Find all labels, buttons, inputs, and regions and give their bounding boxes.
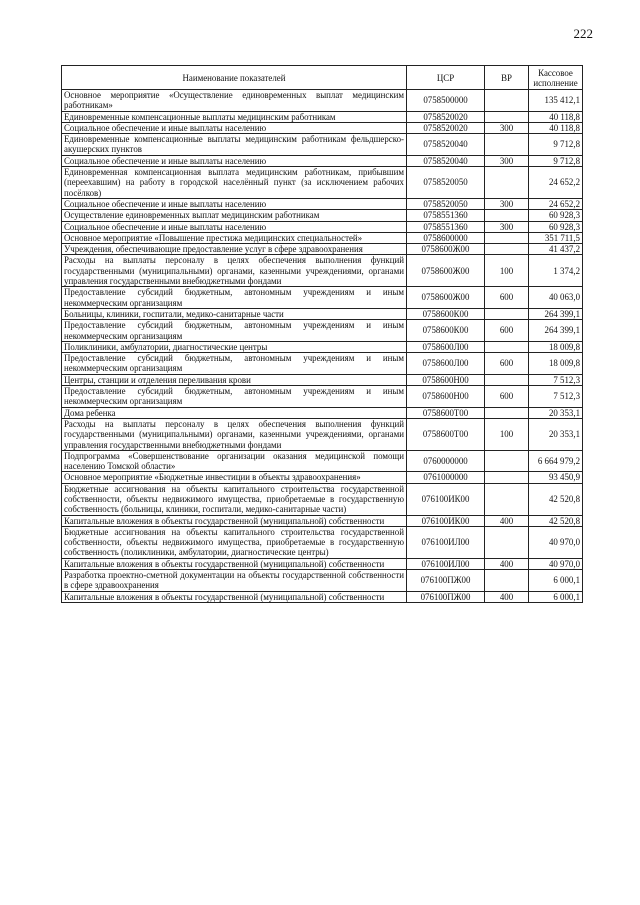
cell-name: Расходы на выплаты персоналу в целях обеспечения выполнения функций государственными (муниципальными) органами, казенными учреждениями, органами управления государственными внебюджетными фондами <box>62 418 407 450</box>
cell-vr <box>485 134 529 156</box>
table-row <box>62 255 583 287</box>
cell-name: Предоставление субсидий бюджетным, автономным учреждениям и иным некоммерческим организациям <box>62 386 407 408</box>
table-row <box>62 244 583 255</box>
cell-csr: 0758600Н00 <box>407 386 485 408</box>
cell-name: Основное мероприятие «Повышение престижа медицинских специальностей» <box>62 232 407 243</box>
cell-vr: 400 <box>485 558 529 569</box>
cell-csr: 0758520020 <box>407 111 485 122</box>
header-name: Наименование показателей <box>62 66 407 90</box>
cell-csr: 0758600К00 <box>407 308 485 319</box>
cell-csr: 0761000000 <box>407 472 485 483</box>
cell-name: Осуществление единовременных выплат медицинским работникам <box>62 210 407 221</box>
cell-csr: 0758520040 <box>407 155 485 166</box>
cell-name: Бюджетные ассигнования на объекты капитального строительства государственной собственности, объекты недвижимого имущества, приобретаемые в государственную собственность (больницы, клиники, госпитали, медико-санитарные части) <box>62 483 407 515</box>
page-number: 222 <box>573 26 593 41</box>
table-row <box>62 287 583 309</box>
cell-name: Социальное обеспечение и иные выплаты населению <box>62 122 407 133</box>
cell-name: Основное мероприятие «Осуществление единовременных выплат медицинским работникам» <box>62 90 407 112</box>
cell-sum: 7 512,3 <box>529 386 583 408</box>
cell-vr <box>485 407 529 418</box>
cell-sum: 20 353,1 <box>529 407 583 418</box>
cell-csr: 076100ИК00 <box>407 483 485 515</box>
cell-sum: 24 652,2 <box>529 198 583 209</box>
cell-csr: 0758600Ж00 <box>407 287 485 309</box>
cell-vr <box>485 111 529 122</box>
cell-name: Социальное обеспечение и иные выплаты населению <box>62 221 407 232</box>
table-row <box>62 418 583 450</box>
table-row <box>62 386 583 408</box>
cell-csr: 076100ИЛ00 <box>407 558 485 569</box>
cell-name: Основное мероприятие «Бюджетные инвестиции в объекты здравоохранения» <box>62 472 407 483</box>
table-row <box>62 155 583 166</box>
table-row <box>62 341 583 352</box>
table-row <box>62 353 583 375</box>
cell-csr: 076100ИЛ00 <box>407 526 485 558</box>
cell-vr <box>485 570 529 592</box>
cell-name: Разработка проектно-сметной документации на объекты государственной собственности в сфере здравоохранения <box>62 570 407 592</box>
cell-csr: 0758500000 <box>407 90 485 112</box>
cell-csr: 0758551360 <box>407 221 485 232</box>
cell-sum: 18 009,8 <box>529 353 583 375</box>
cell-name: Расходы на выплаты персоналу в целях обеспечения выполнения функций государственными (муниципальными) органами, казенными учреждениями, органами управления государственными внебюджетными фондами <box>62 255 407 287</box>
cell-vr <box>485 526 529 558</box>
table-row <box>62 122 583 133</box>
cell-sum: 1 374,2 <box>529 255 583 287</box>
cell-vr: 300 <box>485 198 529 209</box>
cell-name: Социальное обеспечение и иные выплаты населению <box>62 198 407 209</box>
cell-vr: 600 <box>485 353 529 375</box>
cell-vr: 400 <box>485 591 529 602</box>
cell-sum: 9 712,8 <box>529 134 583 156</box>
cell-sum: 6 000,1 <box>529 591 583 602</box>
cell-name: Дома ребенка <box>62 407 407 418</box>
cell-vr: 600 <box>485 287 529 309</box>
table-row <box>62 591 583 602</box>
cell-sum: 42 520,8 <box>529 515 583 526</box>
cell-sum: 40 970,0 <box>529 558 583 569</box>
header-csr: ЦСР <box>407 66 485 90</box>
cell-vr: 300 <box>485 155 529 166</box>
cell-vr <box>485 90 529 112</box>
cell-vr <box>485 210 529 221</box>
cell-vr: 100 <box>485 418 529 450</box>
table-row <box>62 167 583 199</box>
cell-name: Капитальные вложения в объекты государственной (муниципальной) собственности <box>62 591 407 602</box>
cell-sum: 264 399,1 <box>529 320 583 342</box>
cell-name: Больницы, клиники, госпитали, медико-санитарные части <box>62 308 407 319</box>
cell-sum: 40 118,8 <box>529 122 583 133</box>
table-row <box>62 308 583 319</box>
cell-csr: 0758600Т00 <box>407 418 485 450</box>
cell-name: Учреждения, обеспечивающие предоставление услуг в сфере здравоохранения <box>62 244 407 255</box>
cell-csr: 076100ПЖ00 <box>407 570 485 592</box>
cell-vr <box>485 483 529 515</box>
cell-name: Единовременная компенсационная выплата медицинским работникам, прибывшим (переехавшим) на работу в городской населённый пункт (за исключением рабочих посёлков) <box>62 167 407 199</box>
table-row <box>62 515 583 526</box>
cell-vr <box>485 244 529 255</box>
cell-name: Капитальные вложения в объекты государственной (муниципальной) собственности <box>62 515 407 526</box>
cell-csr: 0758600Ж00 <box>407 244 485 255</box>
table-row <box>62 472 583 483</box>
cell-vr: 600 <box>485 320 529 342</box>
cell-sum: 24 652,2 <box>529 167 583 199</box>
cell-csr: 0758600К00 <box>407 320 485 342</box>
table-header-row <box>62 66 583 90</box>
cell-csr: 0758520040 <box>407 134 485 156</box>
cell-name: Бюджетные ассигнования на объекты капитального строительства государственной собственности, объекты недвижимого имущества, приобретаемые в государственную собственность (поликлиники, амбулатории, диагностические центры) <box>62 526 407 558</box>
cell-vr <box>485 472 529 483</box>
cell-csr: 0758600Н00 <box>407 374 485 385</box>
cell-csr: 0760000000 <box>407 450 485 472</box>
cell-sum: 264 399,1 <box>529 308 583 319</box>
header-vr: ВР <box>485 66 529 90</box>
cell-sum: 60 928,3 <box>529 221 583 232</box>
cell-csr: 0758600000 <box>407 232 485 243</box>
cell-name: Единовременные компенсационные выплаты медицинским работникам <box>62 111 407 122</box>
table-row <box>62 198 583 209</box>
cell-csr: 076100ИК00 <box>407 515 485 526</box>
cell-sum: 351 711,5 <box>529 232 583 243</box>
cell-name: Предоставление субсидий бюджетным, автономным учреждениям и иным некоммерческим организациям <box>62 287 407 309</box>
cell-csr: 0758520020 <box>407 122 485 133</box>
cell-sum: 18 009,8 <box>529 341 583 352</box>
cell-name: Социальное обеспечение и иные выплаты населению <box>62 155 407 166</box>
cell-vr <box>485 308 529 319</box>
cell-vr: 400 <box>485 515 529 526</box>
cell-sum: 6 000,1 <box>529 570 583 592</box>
budget-table <box>61 65 583 603</box>
table-row <box>62 450 583 472</box>
cell-name: Центры, станции и отделения переливания крови <box>62 374 407 385</box>
header-sum: Кассовое исполнение <box>529 66 583 90</box>
table-row <box>62 483 583 515</box>
table-row <box>62 374 583 385</box>
cell-sum: 60 928,3 <box>529 210 583 221</box>
cell-name: Единовременные компенсационные выплаты медицинским работникам фельдшерско-акушерских пунктов <box>62 134 407 156</box>
cell-vr: 300 <box>485 122 529 133</box>
table-row <box>62 90 583 112</box>
cell-sum: 40 970,0 <box>529 526 583 558</box>
cell-vr: 100 <box>485 255 529 287</box>
table-row <box>62 407 583 418</box>
cell-sum: 135 412,1 <box>529 90 583 112</box>
cell-sum: 93 450,9 <box>529 472 583 483</box>
cell-name: Предоставление субсидий бюджетным, автономным учреждениям и иным некоммерческим организациям <box>62 353 407 375</box>
table-row <box>62 232 583 243</box>
table-row <box>62 210 583 221</box>
cell-csr: 0758600Л00 <box>407 353 485 375</box>
cell-vr <box>485 374 529 385</box>
cell-name: Капитальные вложения в объекты государственной (муниципальной) собственности <box>62 558 407 569</box>
table-row <box>62 134 583 156</box>
cell-sum: 40 118,8 <box>529 111 583 122</box>
table-row <box>62 320 583 342</box>
cell-vr: 600 <box>485 386 529 408</box>
cell-vr <box>485 341 529 352</box>
cell-csr: 076100ПЖ00 <box>407 591 485 602</box>
cell-csr: 0758520050 <box>407 198 485 209</box>
cell-csr: 0758600Л00 <box>407 341 485 352</box>
cell-sum: 40 063,0 <box>529 287 583 309</box>
table-row <box>62 558 583 569</box>
cell-sum: 42 520,8 <box>529 483 583 515</box>
cell-sum: 9 712,8 <box>529 155 583 166</box>
cell-vr <box>485 232 529 243</box>
cell-sum: 20 353,1 <box>529 418 583 450</box>
cell-name: Предоставление субсидий бюджетным, автономным учреждениям и иным некоммерческим организациям <box>62 320 407 342</box>
table-body <box>62 90 583 603</box>
cell-csr: 0758600Ж00 <box>407 255 485 287</box>
cell-csr: 0758600Т00 <box>407 407 485 418</box>
cell-sum: 7 512,3 <box>529 374 583 385</box>
cell-sum: 41 437,2 <box>529 244 583 255</box>
table-row <box>62 570 583 592</box>
table-row <box>62 221 583 232</box>
cell-vr: 300 <box>485 221 529 232</box>
cell-name: Поликлиники, амбулатории, диагностические центры <box>62 341 407 352</box>
cell-csr: 0758520050 <box>407 167 485 199</box>
cell-name: Подпрограмма «Совершенствование организации оказания медицинской помощи населению Томской области» <box>62 450 407 472</box>
table-row <box>62 111 583 122</box>
cell-vr <box>485 450 529 472</box>
cell-sum: 6 664 979,2 <box>529 450 583 472</box>
table-row <box>62 526 583 558</box>
cell-vr <box>485 167 529 199</box>
cell-csr: 0758551360 <box>407 210 485 221</box>
